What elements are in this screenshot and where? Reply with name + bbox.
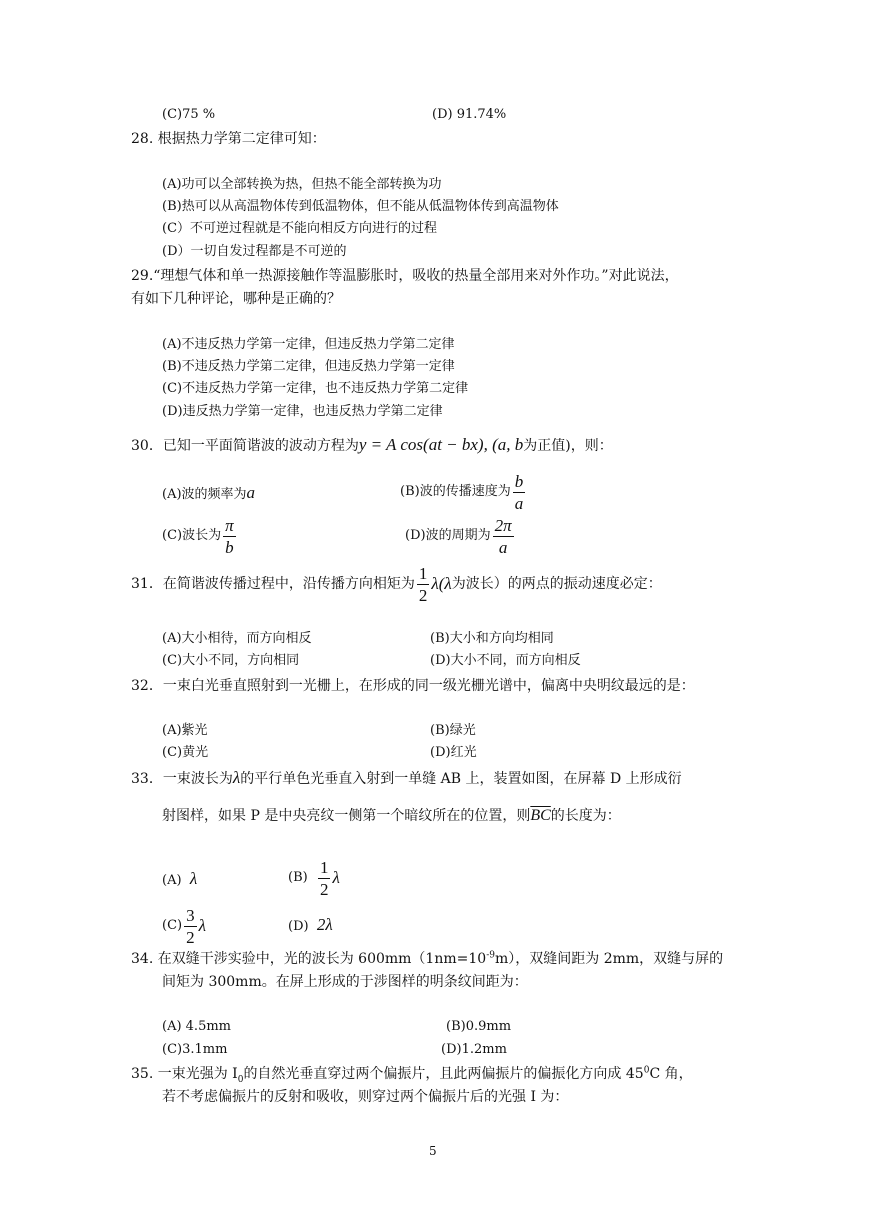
q31-stem-prefix: 31．在简谐波传播过程中，沿传播方向相矩为 bbox=[131, 576, 415, 592]
q33-option-c bbox=[162, 904, 206, 948]
q30-option-d-numerator: 2π bbox=[494, 515, 512, 535]
q30-option-c-denominator: b bbox=[225, 537, 234, 557]
q32-stem: 32．一束白光垂直照射到一光栅上，在形成的同一级光栅光谱中，偏离中央明纹最远的是： bbox=[131, 678, 695, 694]
q34-stem1-prefix: 34. 在双缝干涉实验中，光的波长为 600mm（1nm=10 bbox=[131, 951, 487, 967]
q31-half-fraction bbox=[417, 565, 430, 604]
q31-fraction-denominator: 2 bbox=[418, 585, 428, 605]
q35-subscript: 0 bbox=[237, 1074, 244, 1085]
q35-stem1-prefix: 35. 一束光强为 I bbox=[131, 1066, 238, 1082]
q27-option-d: (D) 91.74% bbox=[432, 107, 507, 122]
q33-option-c-math: λ bbox=[198, 916, 206, 935]
q33-option-d-math: 2λ bbox=[316, 915, 333, 934]
q33-option-c-label: (C) bbox=[162, 918, 183, 933]
q31-option-b: (B)大小和方向均相同 bbox=[430, 631, 554, 646]
q33-option-c-denominator: 2 bbox=[186, 927, 195, 947]
q33-stem1-suffix: 的平行单色光垂直入射到一单缝 AB 上，装置如图，在屏幕 D 上形成衍 bbox=[240, 771, 682, 787]
q30-option-d bbox=[405, 514, 516, 558]
q31-fraction-numerator: 1 bbox=[418, 563, 428, 583]
q30-option-c-text: (C)波长为 bbox=[162, 528, 222, 543]
q34-stem-line2: 间矩为 300mm。在屏上形成的于涉图样的明条纹间距为： bbox=[162, 974, 528, 990]
q34-stem1-suffix: m），双缝间距为 2mm，双缝与屏的 bbox=[494, 951, 724, 967]
q32-option-d: (D)红光 bbox=[430, 745, 477, 760]
q30-option-b bbox=[400, 470, 527, 514]
q30-option-c-numerator: π bbox=[225, 515, 234, 535]
q29-stem-line1: 29.“理想气体和单一热源接触作等温膨胀时，吸收的热量全部用来对外作功。”对此说法， bbox=[131, 268, 679, 284]
q34-exponent: -9 bbox=[486, 950, 495, 961]
q33-stem-line2 bbox=[162, 805, 621, 827]
q29-option-d: (D)违反热力学第一定律，也违反热力学第二定律 bbox=[162, 404, 443, 419]
q35-stem1-suffix: C 角， bbox=[649, 1066, 693, 1082]
q32-option-a: (A)紫光 bbox=[162, 723, 208, 738]
q32-option-c: (C)黄光 bbox=[162, 745, 209, 760]
q30-option-a bbox=[162, 482, 255, 506]
q30-stem-suffix: 为正值)，则： bbox=[523, 438, 613, 454]
q33-option-d-label: (D) bbox=[288, 919, 309, 934]
q35-stem-line2: 若不考虑偏振片的反射和吸收，则穿过两个偏振片后的光强 I 为： bbox=[162, 1089, 569, 1105]
q30-stem bbox=[131, 434, 613, 457]
q33-option-b-denominator: 2 bbox=[319, 879, 329, 899]
q31-option-c: (C)大小不同，方向相同 bbox=[162, 653, 300, 668]
q28-option-b: (B)热可以从高温物体传到低温物体，但不能从低温物体传到高温物体 bbox=[162, 199, 559, 214]
q33-stem1-lambda: λ bbox=[232, 768, 241, 787]
q31-lambda: λ(λ bbox=[431, 574, 452, 593]
q30-option-d-text: (D)波的周期为 bbox=[405, 528, 491, 543]
q30-option-b-numerator: b bbox=[514, 471, 524, 491]
q30-option-b-denominator: a bbox=[514, 493, 524, 513]
q33-stem2-suffix: 的长度为： bbox=[550, 808, 621, 824]
q33-option-a-label: (A) bbox=[162, 873, 182, 888]
q29-option-a: (A)不违反热力学第一定律，但违反热力学第二定律 bbox=[162, 337, 455, 352]
q31-stem-suffix: 为波长）的两点的振动速度必定： bbox=[451, 576, 662, 592]
q34-option-a: (A) 4.5mm bbox=[162, 1019, 231, 1034]
q30-option-b-fraction bbox=[513, 473, 526, 512]
q35-stem1-middle: 的自然光垂直穿过两个偏振片，且此两偏振片的偏振化方向成 45 bbox=[243, 1066, 644, 1082]
q29-option-b: (B)不违反热力学第二定律，但违反热力学第一定律 bbox=[162, 359, 455, 374]
q30-option-c-fraction bbox=[223, 517, 236, 556]
q30-option-b-text: (B)波的传播速度为 bbox=[400, 484, 511, 499]
q33-stem-line1 bbox=[131, 767, 682, 790]
q33-option-b-fraction bbox=[318, 859, 331, 898]
q31-stem bbox=[131, 562, 662, 606]
q30-wave-equation: y = A cos(at − bx), (a, b bbox=[358, 435, 524, 454]
q30-option-a-text: (A)波的频率为 bbox=[162, 487, 247, 502]
q34-stem-line1 bbox=[131, 950, 723, 968]
q33-option-b bbox=[288, 856, 340, 900]
page-number: 5 bbox=[429, 1144, 437, 1158]
q33-bc-segment: $\overline{BC}$ bbox=[530, 807, 551, 824]
q33-stem2-prefix: 射图样，如果 P 是中央亮纹一侧第一个暗纹所在的位置，则 bbox=[162, 808, 531, 824]
q33-option-c-numerator: 3 bbox=[186, 905, 195, 925]
q34-option-c: (C)3.1mm bbox=[162, 1042, 228, 1057]
q33-stem1-prefix: 33．一束波长为 bbox=[131, 771, 233, 787]
q33-option-c-fraction bbox=[184, 907, 197, 946]
q33-option-b-math: λ bbox=[332, 868, 340, 887]
q35-stem-line1 bbox=[131, 1065, 693, 1083]
q28-option-d: (D）一切自发过程都是不可逆的 bbox=[162, 244, 347, 259]
q33-option-a-math: λ bbox=[189, 869, 198, 888]
q34-option-b: (B)0.9mm bbox=[446, 1019, 512, 1034]
q33-option-b-numerator: 1 bbox=[319, 857, 329, 877]
q33-option-a bbox=[162, 868, 197, 892]
q30-option-d-denominator: a bbox=[498, 537, 508, 557]
q29-stem-line2: 有如下几种评论，哪种是正确的？ bbox=[131, 291, 341, 307]
q33-option-d bbox=[288, 914, 333, 938]
q31-option-d: (D)大小不同，而方向相反 bbox=[430, 653, 581, 668]
q28-stem: 28. 根据热力学第二定律可知： bbox=[131, 131, 326, 147]
q29-option-c: (C)不违反热力学第一定律，也不违反热力学第二定律 bbox=[162, 381, 469, 396]
q30-option-c bbox=[162, 514, 238, 558]
q28-option-c: (C）不可逆过程就是不能向相反方向进行的过程 bbox=[162, 221, 438, 236]
q30-option-a-math: a bbox=[246, 483, 256, 502]
q33-option-b-label: (B) bbox=[288, 870, 308, 885]
q30-stem-prefix: 30．已知一平面简谐波的波动方程为 bbox=[131, 438, 359, 454]
q28-option-a: (A)功可以全部转换为热，但热不能全部转换为功 bbox=[162, 177, 442, 192]
q30-option-d-fraction bbox=[493, 517, 514, 556]
q27-option-c: (C)75 % bbox=[162, 107, 216, 122]
q35-degree-sup: 0 bbox=[643, 1065, 650, 1076]
q34-option-d: (D)1.2mm bbox=[441, 1042, 507, 1057]
q31-option-a: (A)大小相待，而方向相反 bbox=[162, 631, 312, 646]
q32-option-b: (B)绿光 bbox=[430, 723, 476, 738]
